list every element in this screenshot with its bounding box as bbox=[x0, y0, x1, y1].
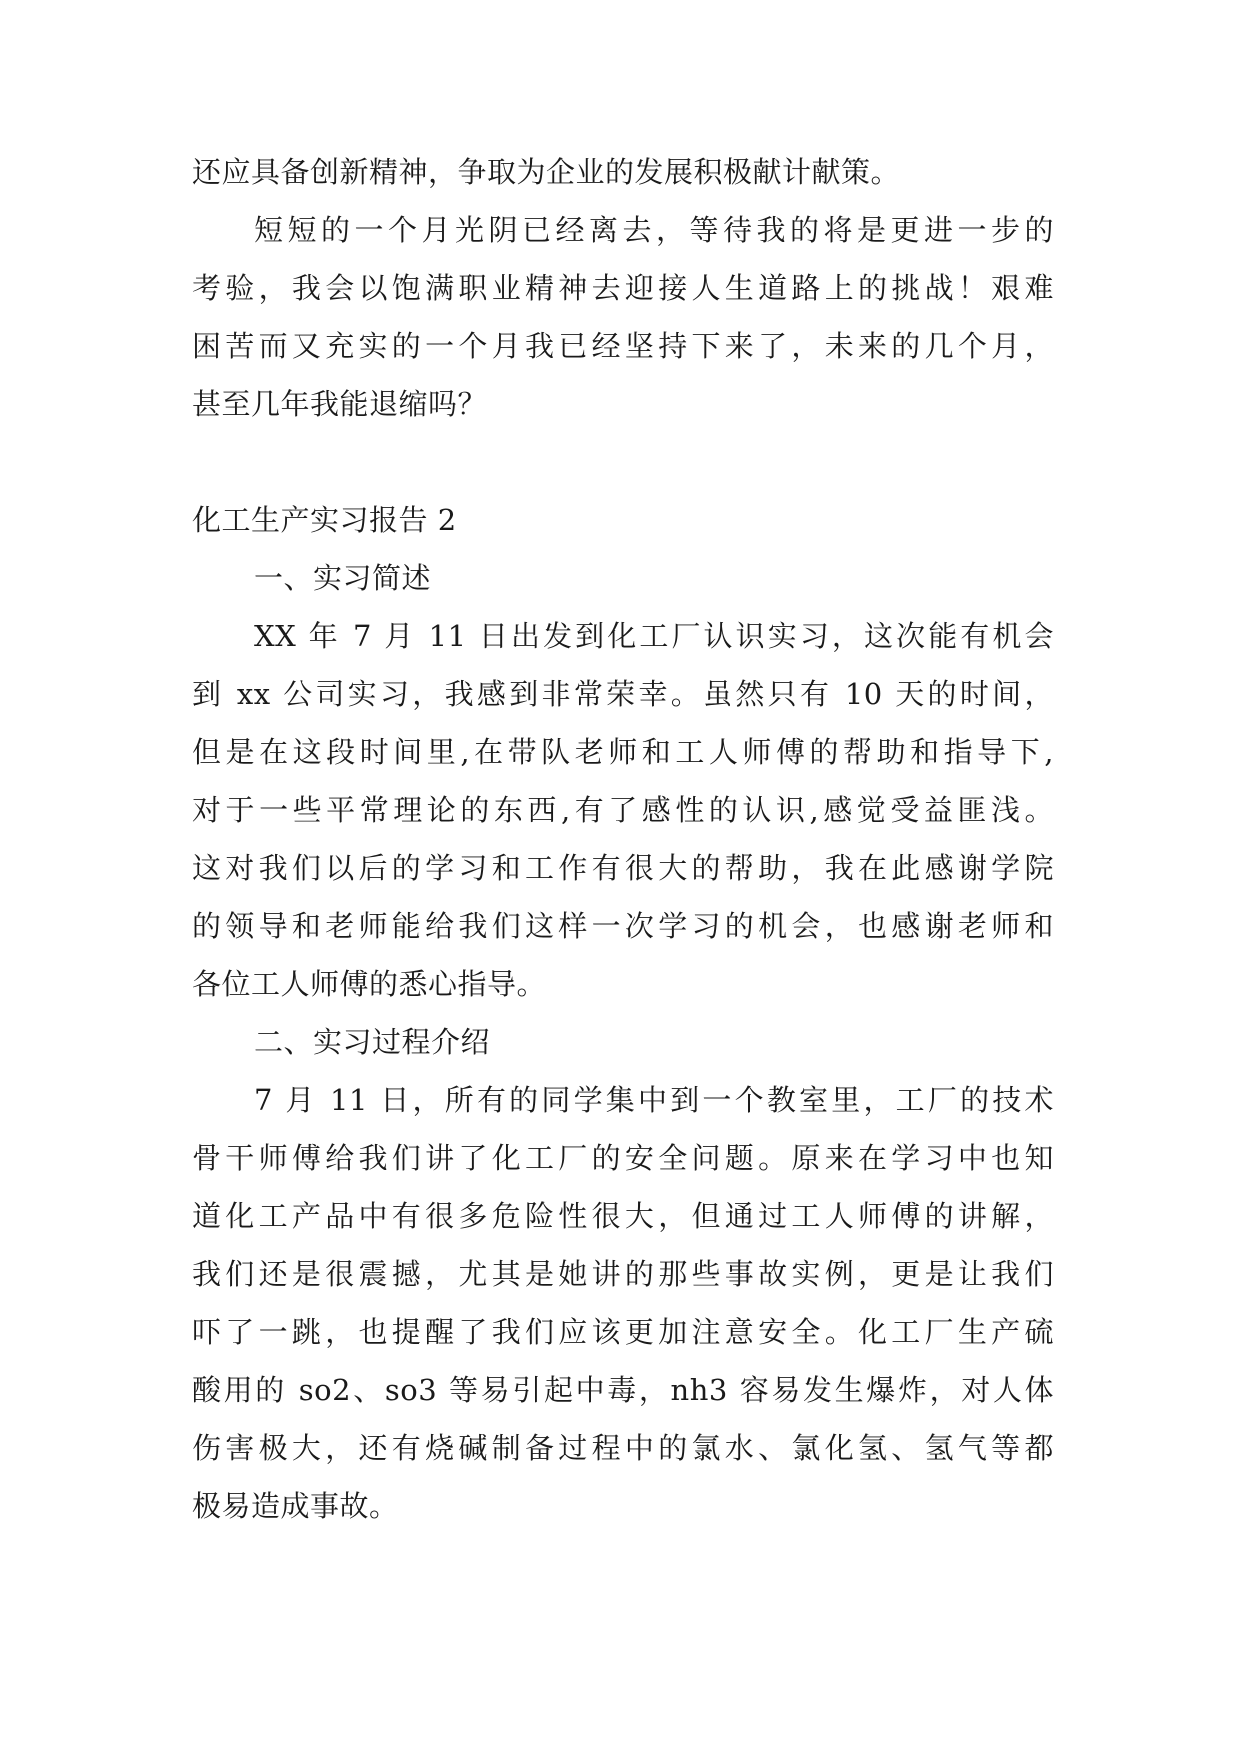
text-line: 吓了一跳，也提醒了我们应该更加注意安全。化工厂生产硫 bbox=[192, 1315, 1054, 1349]
text-line: 的领导和老师能给我们这样一次学习的机会，也感谢老师和 bbox=[192, 909, 1054, 943]
text-line: XX 年 7 月 11 日出发到化工厂认识实习，这次能有机会 bbox=[254, 619, 1054, 653]
text-line: 道化工产品中有很多危险性很大，但通过工人师傅的讲解， bbox=[192, 1199, 1054, 1233]
text-line: 这对我们以后的学习和工作有很大的帮助，我在此感谢学院 bbox=[192, 851, 1054, 885]
text-line: 极易造成事故。 bbox=[192, 1489, 399, 1523]
text-line: 7 月 11 日，所有的同学集中到一个教室里，工厂的技术 bbox=[254, 1083, 1054, 1117]
text-line: 困苦而又充实的一个月我已经坚持下来了，未来的几个月， bbox=[192, 329, 1054, 363]
text-line: 我们还是很震撼，尤其是她讲的那些事故实例，更是让我们 bbox=[192, 1257, 1054, 1291]
section-heading-text: 一、实习简述 bbox=[254, 561, 432, 595]
text-line: 骨干师傅给我们讲了化工厂的安全问题。原来在学习中也知 bbox=[192, 1141, 1054, 1175]
paragraph-closing bbox=[192, 213, 1054, 421]
text-line: 对于一些平常理论的东西,有了感性的认识,感觉受益匪浅。 bbox=[192, 793, 1054, 827]
text-line: 甚至几年我能退缩吗？ bbox=[192, 387, 488, 421]
text-line: 酸用的 so2、so3 等易引起中毒，nh3 容易发生爆炸，对人体 bbox=[192, 1373, 1054, 1407]
text-line: 还应具备创新精神，争取为企业的发展积极献计献策。 bbox=[192, 155, 901, 189]
text-line: 到 xx 公司实习，我感到非常荣幸。虽然只有 10 天的时间， bbox=[192, 677, 1054, 711]
text-line: 考验，我会以饱满职业精神去迎接人生道路上的挑战！艰难 bbox=[192, 271, 1054, 305]
text-line: 各位工人师傅的悉心指导。 bbox=[192, 967, 547, 1001]
text-line: 短短的一个月光阴已经离去，等待我的将是更进一步的 bbox=[254, 213, 1054, 247]
paragraph-overview bbox=[192, 619, 1054, 1001]
report-title bbox=[192, 503, 1054, 537]
section-heading-process bbox=[192, 1025, 1054, 1059]
paragraph-process bbox=[192, 1083, 1054, 1523]
text-line: 但是在这段时间里,在带队老师和工人师傅的帮助和指导下, bbox=[192, 735, 1054, 769]
report-title-text: 化工生产实习报告 2 bbox=[192, 503, 457, 537]
document-body bbox=[192, 155, 1054, 1547]
text-line: 伤害极大，还有烧碱制备过程中的氯水、氯化氢、氢气等都 bbox=[192, 1431, 1054, 1465]
section-heading-text: 二、实习过程介绍 bbox=[254, 1025, 491, 1059]
paragraph-continuation bbox=[192, 155, 1054, 189]
section-heading-overview bbox=[192, 561, 1054, 595]
section-gap bbox=[192, 445, 1054, 503]
